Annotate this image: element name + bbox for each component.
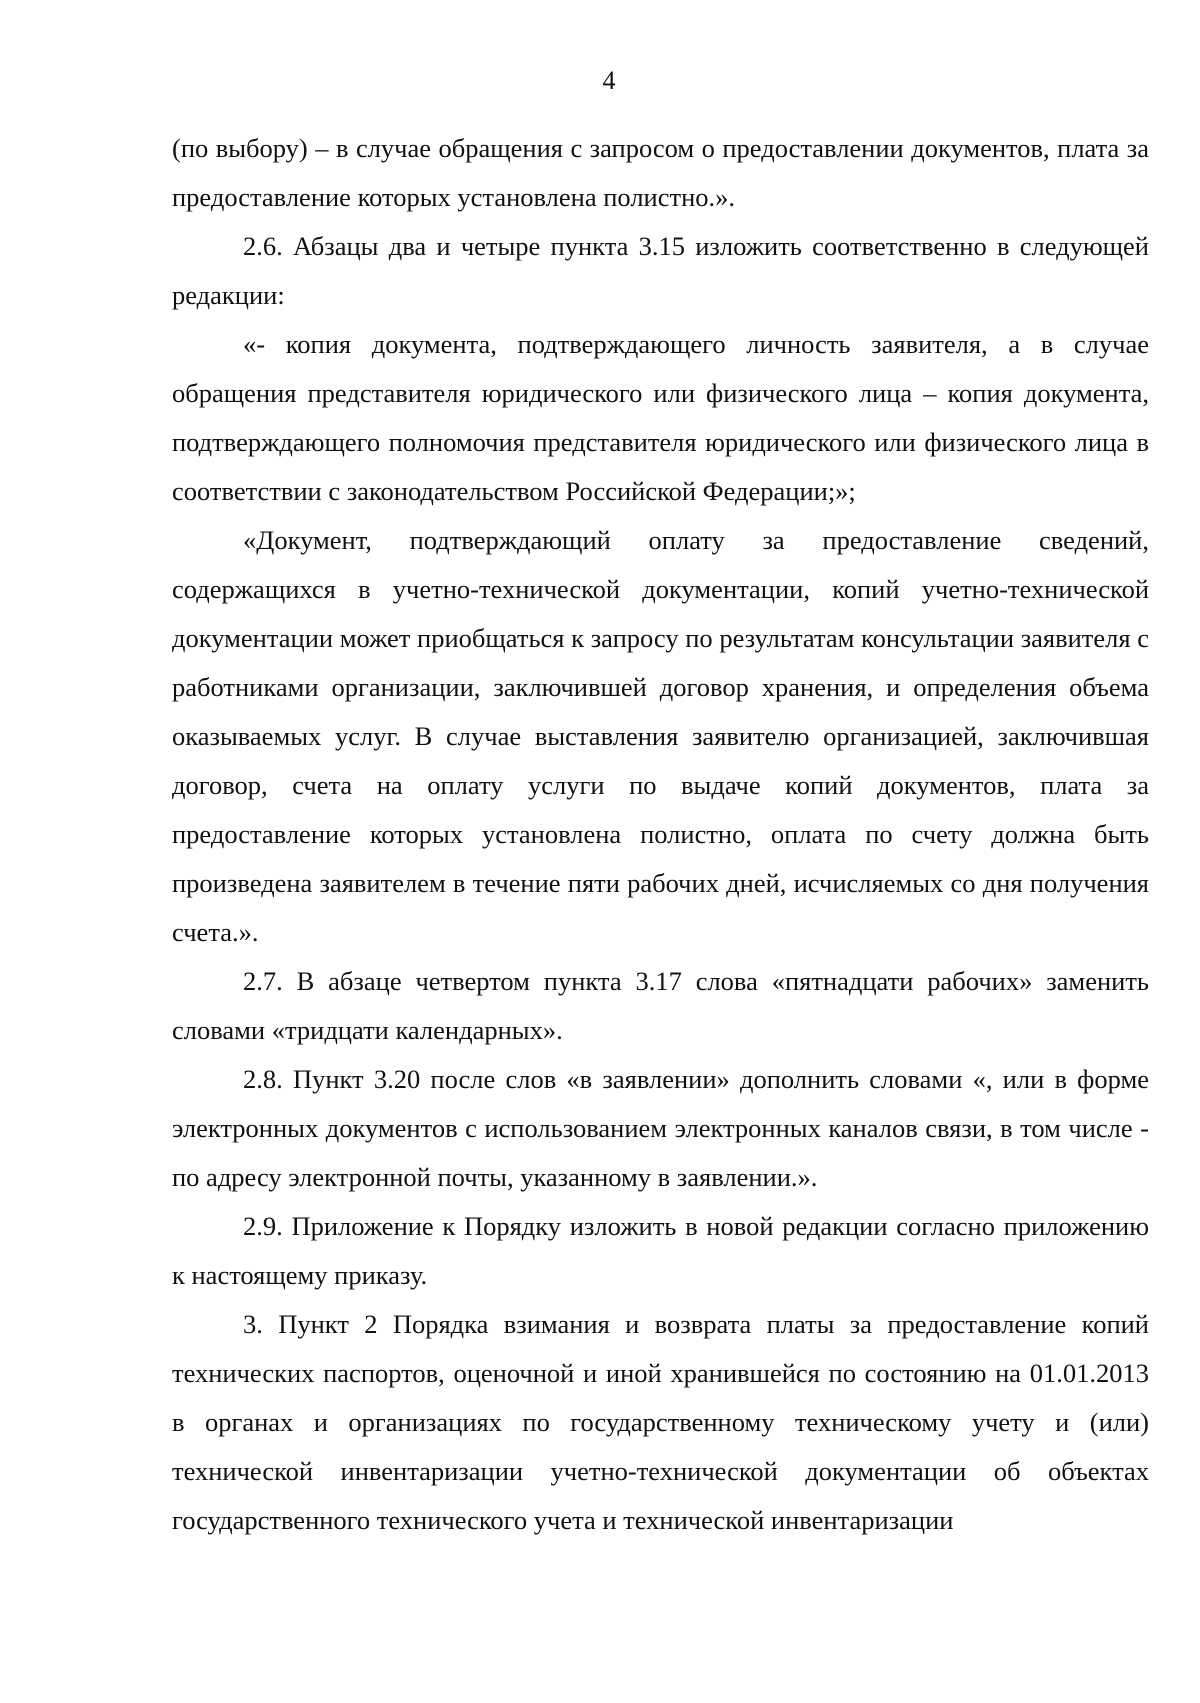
paragraph-item-2-8: 2.8. Пункт 3.20 после слов «в заявлении» дополнить словами «, или в форме электронных документов с использованием электронных каналов связи, в том числе - по адресу электронной почты, указанному в заявлении.».	[172, 1064, 1149, 1192]
paragraph-continuation: (по выбору) – в случае обращения с запросом о предоставлении документов, плата за предоставление которых установлена полистно.».	[172, 133, 1149, 212]
paragraph-quote-copy-document: «- копия документа, подтверждающего личность заявителя, а в случае обращения представителя юридического или физического лица – копия документа, подтверждающего полномочия представителя юридического или физического лица в соответствии с законодательством Российской Федерации;»;	[172, 329, 1149, 506]
paragraph-quote-payment-document: «Документ, подтверждающий оплату за предоставление сведений, содержащихся в учетно-технической документации, копий учетно-технической документации может приобщаться к запросу по результатам консультации заявителя с работниками организации, заключившей договор хранения, и определения объема оказываемых услуг. В случае выставления заявителю организацией, заключившая договор, счета на оплату услуги по выдаче копий документов, плата за предоставление которых установлена полистно, оплата по счету должна быть произведена заявителем в течение пяти рабочих дней, исчисляемых со дня получения счета.».	[172, 525, 1149, 947]
paragraph-item-2-9: 2.9. Приложение к Порядку изложить в новой редакции согласно приложению к настоящему приказу.	[172, 1211, 1149, 1290]
paragraph-item-2-6: 2.6. Абзацы два и четыре пункта 3.15 изложить соответственно в следующей редакции:	[172, 231, 1149, 310]
document-body	[172, 124, 1149, 1545]
paragraph-item-2-7: 2.7. В абзаце четвертом пункта 3.17 слова «пятнадцати рабочих» заменить словами «тридцати календарных».	[172, 966, 1149, 1045]
paragraph-item-3: 3. Пункт 2 Порядка взимания и возврата платы за предоставление копий технических паспортов, оценочной и иной хранившейся по состоянию на 01.01.2013 в органах и организациях по государственному техническому учету и (или) технической инвентаризации учетно-технической документации об объектах государственного технического учета и технической инвентаризации	[172, 1309, 1149, 1535]
page-number: 4	[602, 66, 616, 95]
